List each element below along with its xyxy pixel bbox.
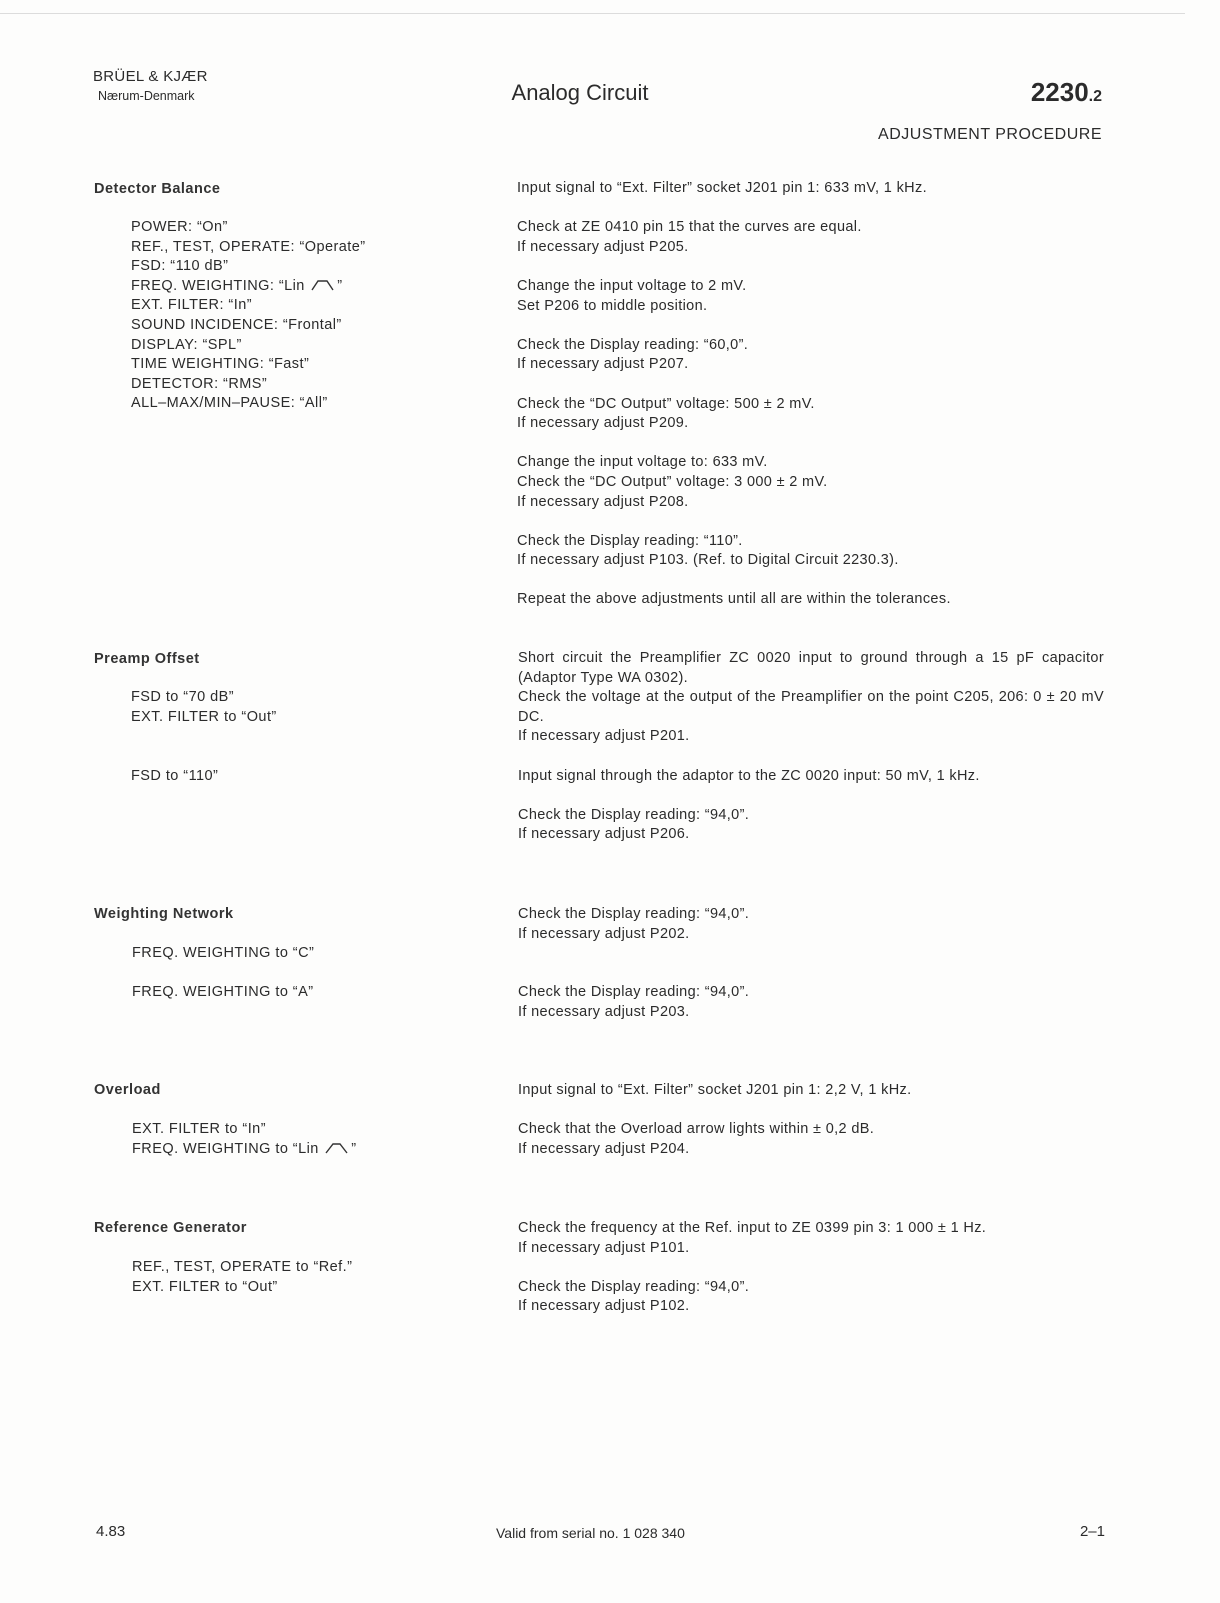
setting-line: FREQ. WEIGHTING to “C” <box>132 945 315 961</box>
weighting-network-steps-c <box>518 905 1108 964</box>
step-line: Check the Display reading: “94,0”. <box>518 906 750 922</box>
step-line: If necessary adjust P101. <box>518 1239 690 1256</box>
procedure-step <box>517 336 1107 375</box>
reference-generator-settings <box>132 1258 352 1297</box>
setting-line: SOUND INCIDENCE: “Frontal” <box>131 316 342 333</box>
step-line: If necessary adjust P208. <box>517 493 689 510</box>
setting-line: REF., TEST, OPERATE: “Operate” <box>131 238 366 255</box>
procedure-step <box>518 1120 1108 1159</box>
step-line: Check that the Overload arrow lights within ± 0,2 dB. <box>518 1121 875 1138</box>
preamp-offset-settings-a <box>131 688 277 727</box>
section-heading-weighting-network: Weighting Network <box>94 906 234 922</box>
weighting-network-setting-c <box>132 944 314 964</box>
document-number <box>1031 77 1102 112</box>
setting-line: POWER: “On” <box>131 219 228 235</box>
step-line: Check the frequency at the Ref. input to ZE 0399 pin 3: 1 000 ± 1 Hz. <box>518 1220 987 1236</box>
weighting-network-setting-a <box>132 983 314 1003</box>
step-line: If necessary adjust P103. (Ref. to Digital Circuit 2230.3). <box>517 552 899 569</box>
step-line: If necessary adjust P203. <box>518 1003 690 1020</box>
step-line: Input signal through the adaptor to the ZC 0020 input: 50 mV, 1 kHz. <box>518 767 980 784</box>
step-line: If necessary adjust P202. <box>518 925 690 942</box>
company-name: BRÜEL & KJÆR <box>93 68 208 85</box>
step-line: If necessary adjust P209. <box>517 415 689 432</box>
step-line: Change the input voltage to: 633 mV. <box>517 454 768 471</box>
procedure-step <box>518 767 1104 787</box>
footer-date: 4.83 <box>96 1523 126 1540</box>
step-line: Check the Display reading: “110”. <box>517 532 743 549</box>
step-line: Set P206 to middle position. <box>517 297 708 314</box>
step-line: If necessary adjust P207. <box>517 356 689 373</box>
lin-weighting-curve-icon <box>311 278 335 292</box>
page-subtitle: ADJUSTMENT PROCEDURE <box>878 126 1102 143</box>
step-line: Check the Display reading: “94,0”. <box>518 806 750 823</box>
page-title: Analog Circuit <box>511 80 649 105</box>
procedure-step <box>517 277 1107 316</box>
top-rule <box>0 13 1185 14</box>
lin-weighting-curve-icon <box>325 1141 349 1155</box>
preamp-offset-settings-b <box>131 767 218 787</box>
setting-line: EXT. FILTER to “Out” <box>132 1278 278 1295</box>
setting-line: TIME WEIGHTING: “Fast” <box>131 356 310 373</box>
step-line: Check the Display reading: “60,0”. <box>517 336 749 353</box>
setting-text-close: ” <box>351 1140 357 1157</box>
weighting-network-steps-a <box>518 983 1108 1042</box>
setting-line: FSD: “110 dB” <box>131 258 229 275</box>
procedure-step <box>517 218 1107 257</box>
setting-line: FREQ. WEIGHTING to “A” <box>132 984 314 1000</box>
reference-generator-steps <box>518 1219 1108 1337</box>
setting-line: REF., TEST, OPERATE to “Ref.” <box>132 1259 353 1275</box>
section-heading-detector-balance: Detector Balance <box>94 181 221 197</box>
setting-line <box>131 277 366 297</box>
detector-balance-steps <box>517 179 1107 630</box>
overload-steps <box>518 1081 1108 1179</box>
section-heading-overload: Overload <box>94 1082 161 1098</box>
step-line: Check the voltage at the output of the Preamplifier on the point C205, 206: 0 ± 20 mV DC. <box>518 689 1104 725</box>
step-line: Change the input voltage to 2 mV. <box>517 277 747 294</box>
preamp-offset-steps <box>518 649 1104 865</box>
step-line: Check at ZE 0410 pin 15 that the curves are equal. <box>517 219 862 236</box>
step-line: Check the “DC Output” voltage: 3 000 ± 2 mV. <box>517 473 828 490</box>
step-line: If necessary adjust P102. <box>518 1298 690 1315</box>
procedure-step <box>518 649 1104 747</box>
step-line: If necessary adjust P206. <box>518 826 690 843</box>
procedure-step <box>518 905 1108 944</box>
setting-line: DETECTOR: “RMS” <box>131 375 268 392</box>
document-number-suffix: .2 <box>1088 88 1102 105</box>
overload-settings <box>132 1120 357 1159</box>
setting-line: EXT. FILTER to “In” <box>132 1121 266 1137</box>
procedure-step <box>517 532 1107 571</box>
procedure-step <box>518 806 1104 845</box>
setting-text: FREQ. WEIGHTING: “Lin <box>131 277 305 294</box>
setting-line: ALL–MAX/MIN–PAUSE: “All” <box>131 395 328 412</box>
step-line: Check the Display reading: “94,0”. <box>518 1278 750 1295</box>
footer-validity: Valid from serial no. 1 028 340 <box>496 1525 685 1541</box>
procedure-step <box>518 1219 1108 1258</box>
step-line: If necessary adjust P204. <box>518 1140 690 1157</box>
setting-line: EXT. FILTER to “Out” <box>131 708 277 725</box>
document-number-main: 2230 <box>1030 77 1089 107</box>
detector-balance-settings <box>131 218 366 414</box>
section-heading-preamp-offset: Preamp Offset <box>94 651 200 667</box>
step-line: Input signal to “Ext. Filter” socket J201 pin 1: 2,2 V, 1 kHz. <box>518 1082 912 1098</box>
setting-line: EXT. FILTER: “In” <box>131 297 252 314</box>
procedure-step <box>517 453 1107 512</box>
step-line: If necessary adjust P201. <box>518 728 690 745</box>
step-line: If necessary adjust P205. <box>517 238 689 255</box>
step-line: Check the “DC Output” voltage: 500 ± 2 mV. <box>517 395 815 412</box>
procedure-step <box>517 395 1107 434</box>
procedure-step <box>517 179 1107 199</box>
step-line: Input signal to “Ext. Filter” socket J201 pin 1: 633 mV, 1 kHz. <box>517 180 927 196</box>
page-number: 2–1 <box>1079 1523 1105 1540</box>
setting-line: FSD to “70 dB” <box>131 689 234 705</box>
procedure-step <box>518 1278 1108 1317</box>
procedure-step <box>518 983 1108 1022</box>
step-line: Short circuit the Preamplifier ZC 0020 input to ground through a 15 pF capacitor (Adaptor Type WA 0302). <box>518 650 1104 686</box>
procedure-step <box>518 1081 1108 1101</box>
setting-text: FREQ. WEIGHTING to “Lin <box>132 1140 319 1157</box>
step-line: Check the Display reading: “94,0”. <box>518 984 750 1000</box>
section-heading-reference-generator: Reference Generator <box>94 1220 247 1236</box>
setting-line: FSD to “110” <box>131 768 219 784</box>
setting-text-close: ” <box>337 277 343 294</box>
setting-line <box>132 1140 357 1160</box>
step-line: Repeat the above adjustments until all are within the tolerances. <box>517 591 951 608</box>
company-location: Nærum-Denmark <box>98 89 195 103</box>
procedure-step <box>517 590 1107 610</box>
setting-line: DISPLAY: “SPL” <box>131 336 242 353</box>
